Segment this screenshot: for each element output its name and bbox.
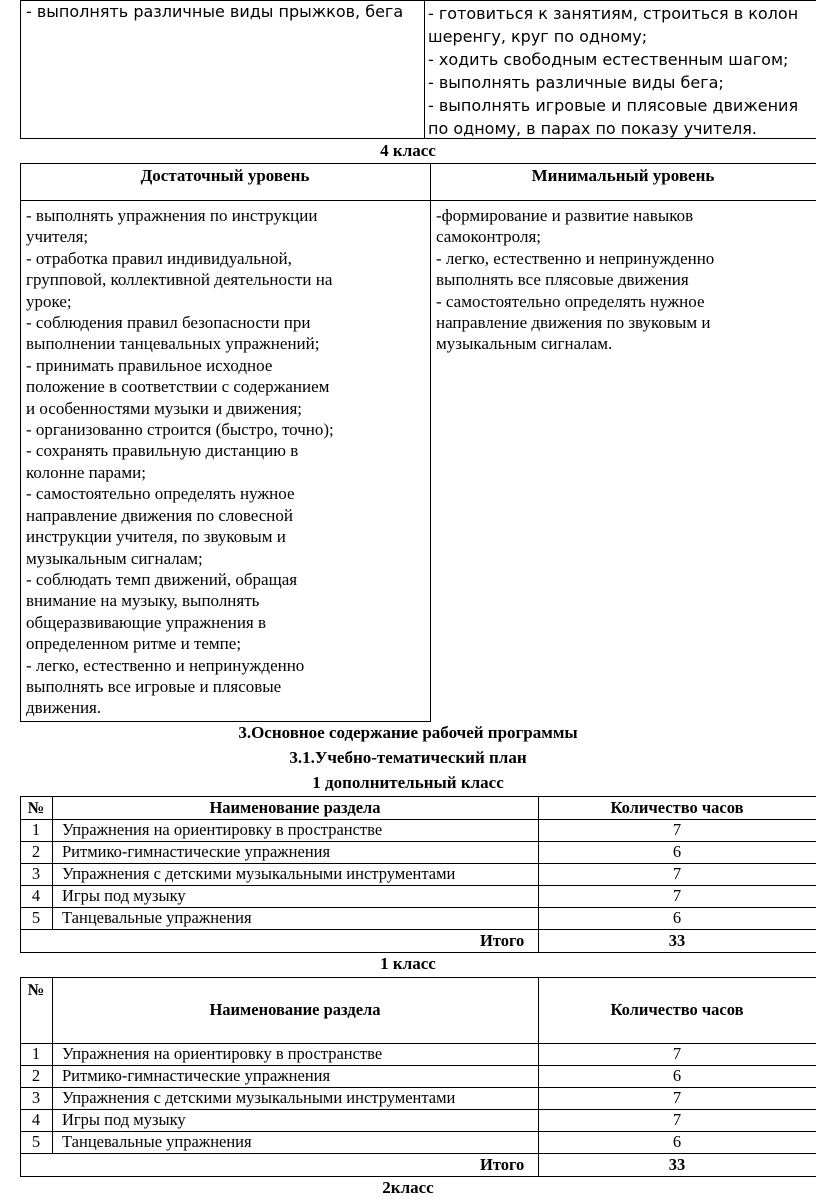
subsection-title: 3.1.Учебно-тематический план [289,748,527,767]
header-num: № [27,798,45,817]
grade4-title: 4 класс [380,141,436,160]
plan-table-1-title: 1 дополнительный класс [312,773,504,792]
header-section-name: Наименование раздела [209,1000,381,1019]
table-row: 2 Ритмико-гимнастические упражнения 6 [31,1066,682,1085]
table-row: 2 Ритмико-гимнастические упражнения 6 [31,842,682,861]
plan-table-1-header [0,797,816,819]
col-sufficient-header: Достаточный уровень [140,166,310,185]
col-minimal-header: Минимальный уровень [531,166,715,185]
section-title: 3.Основное содержание рабочей программы [238,723,578,742]
table-row: 5 Танцевальные упражнения 6 [31,1132,682,1151]
sufficient-level-text: - выполнять упражнения по инструкции учителя; - отработка правил индивидуальной, групповой, коллективной деятельности на уроке; - соблюдения правил безопасности при выполнении танцевальных упражнений; - принимать правильное исходное положение в соответствии с содержанием и особенностями музыки и движения; - организованно строится (быстро, точно); - сохранять правильную дистанцию в колонне парами; - самостоятельно определять нужное направление движения по словесной инструкции учителя, по звуковым и музыкальным сигналам; - соблюдать темп движений, обращая внимание на музыку, выполнять общеразвивающие упражнения в определенном ритме и темпе; - легко, естественно и непринужденно выполнять все игровые и плясовые движения. [26,206,334,718]
table-row: 1 Упражнения на ориентировку в пространстве 7 [31,1044,682,1063]
total-value: 33 [668,931,686,950]
total-value: 33 [668,1155,686,1174]
table-row: 4 Игры под музыку 7 [31,1110,682,1129]
header-hours: Количество часов [610,1000,744,1019]
header-section-name: Наименование раздела [209,798,381,817]
next-grade-title: 2класс [382,1178,434,1197]
table-row: 5 Танцевальные упражнения 6 [31,908,682,927]
table-row: 4 Игры под музыку 7 [31,886,682,905]
header-hours: Количество часов [610,798,744,817]
minimal-level-text: -формирование и развитие навыков самоконтроля; - легко, естественно и непринужденно выполнять все плясовые движения - самостоятельно определять нужное направление движения по звуковым и музыкальным сигналам. [436,206,715,354]
table-row: 3 Упражнения с детскими музыкальными инструментами 7 [31,864,682,883]
top-left-cell-text: - выполнять различные виды прыжков, бега [26,2,404,21]
total-label: Итого [480,931,525,950]
table-row: 1 Упражнения на ориентировку в пространстве 7 [31,820,682,839]
top-right-cell-text: - готовиться к занятиям, строиться в колон шеренгу, круг по одному; - ходить свободным естественным шагом; - выполнять различные виды бега; - выполнять игровые и плясовые движения по одному, в парах по показу учителя. [428,4,799,138]
total-row [0,1154,816,1176]
header-num: № [27,980,45,999]
total-row [0,930,816,952]
total-label: Итого [480,1155,525,1174]
table-row: 3 Упражнения с детскими музыкальными инструментами 7 [31,1088,682,1107]
plan-table-2-title: 1 класс [380,954,436,973]
